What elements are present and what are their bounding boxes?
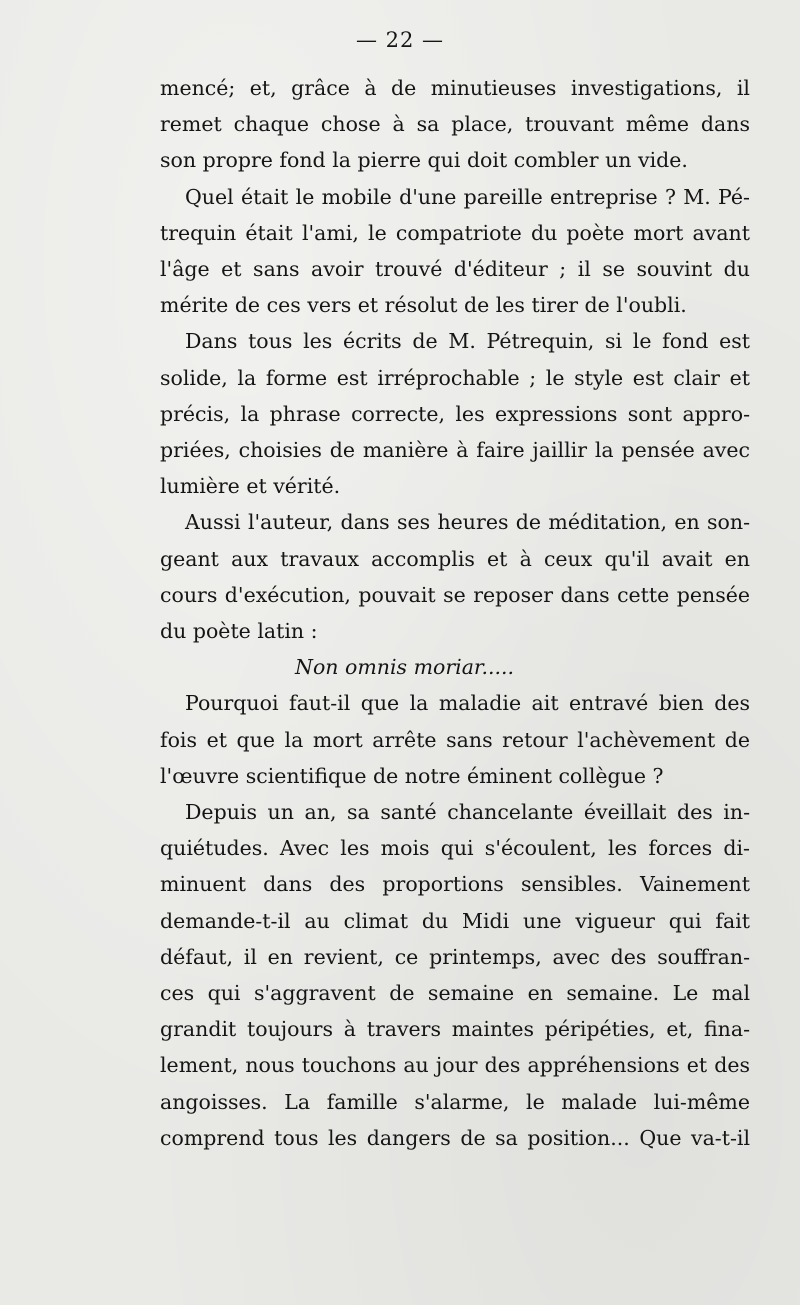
text-line: l'œuvre scientifique de notre éminent collègue ? [160, 763, 664, 788]
text-line: défaut, il en revient, ce printemps, avec des souffran- [160, 944, 750, 969]
text-line: priées, choisies de manière à faire jaillir la pensée avec [160, 438, 750, 463]
text-line: cours d'exécution, pouvait se reposer dans cette pensée [160, 582, 750, 607]
text-line: minuent dans des proportions sensibles. Vainement [160, 872, 750, 897]
text-line: lement, nous touchons au jour des appréhensions et des [160, 1053, 750, 1078]
text-line: comprend tous les dangers de sa position... Que va-t-il [160, 1125, 750, 1150]
text-line: son propre fond la pierre qui doit combler un vide. [160, 148, 688, 173]
text-line: du poète latin : [160, 619, 318, 644]
text-line: fois et que la mort arrête sans retour l'achèvement de [160, 727, 750, 752]
text-line: lumière et vérité. [160, 474, 341, 499]
paragraph-first-line: Dans tous les écrits de M. Pétrequin, si le fond est [185, 329, 750, 354]
text-line: remet chaque chose à sa place, trouvant même dans [160, 112, 750, 137]
paragraph-first-line: Aussi l'auteur, dans ses heures de méditation, en son- [185, 510, 750, 535]
text-line: mérite de ces vers et résolut de les tirer de l'oubli. [160, 293, 687, 318]
body-text [160, 70, 750, 1156]
text-line: grandit toujours à travers maintes péripéties, et, fina- [160, 1017, 750, 1042]
text-line: geant aux travaux accomplis et à ceux qu'il avait en [160, 546, 750, 571]
page-number: — 22 — [355, 28, 445, 52]
text-line: l'âge et sans avoir trouvé d'éditeur ; il se souvint du [160, 257, 750, 282]
text-line: demande-t-il au climat du Midi une vigueur qui fait [160, 908, 750, 933]
text-line: précis, la phrase correcte, les expressions sont appro- [160, 401, 750, 426]
text-line: angoisses. La famille s'alarme, le malade lui-même [160, 1089, 750, 1114]
text-line: quiétudes. Avec les mois qui s'écoulent, les forces di- [160, 836, 750, 861]
text-line: trequin était l'ami, le compatriote du poète mort avant [160, 220, 750, 245]
paragraph-first-line: Depuis un an, sa santé chancelante éveillait des in- [185, 800, 750, 825]
paragraph-first-line: Quel était le mobile d'une pareille entreprise ? M. Pé- [185, 184, 750, 209]
text-line: mencé; et, grâce à de minutieuses investigations, il [160, 76, 750, 100]
text-line: solide, la forme est irréprochable ; le style est clair et [160, 365, 750, 390]
paragraph-first-line: Pourquoi faut-il que la maladie ait entravé bien des [185, 691, 750, 716]
text-line: ces qui s'aggravent de semaine en semaine. Le mal [160, 981, 750, 1006]
latin-quotation: Non omnis moriar..... [295, 655, 515, 680]
